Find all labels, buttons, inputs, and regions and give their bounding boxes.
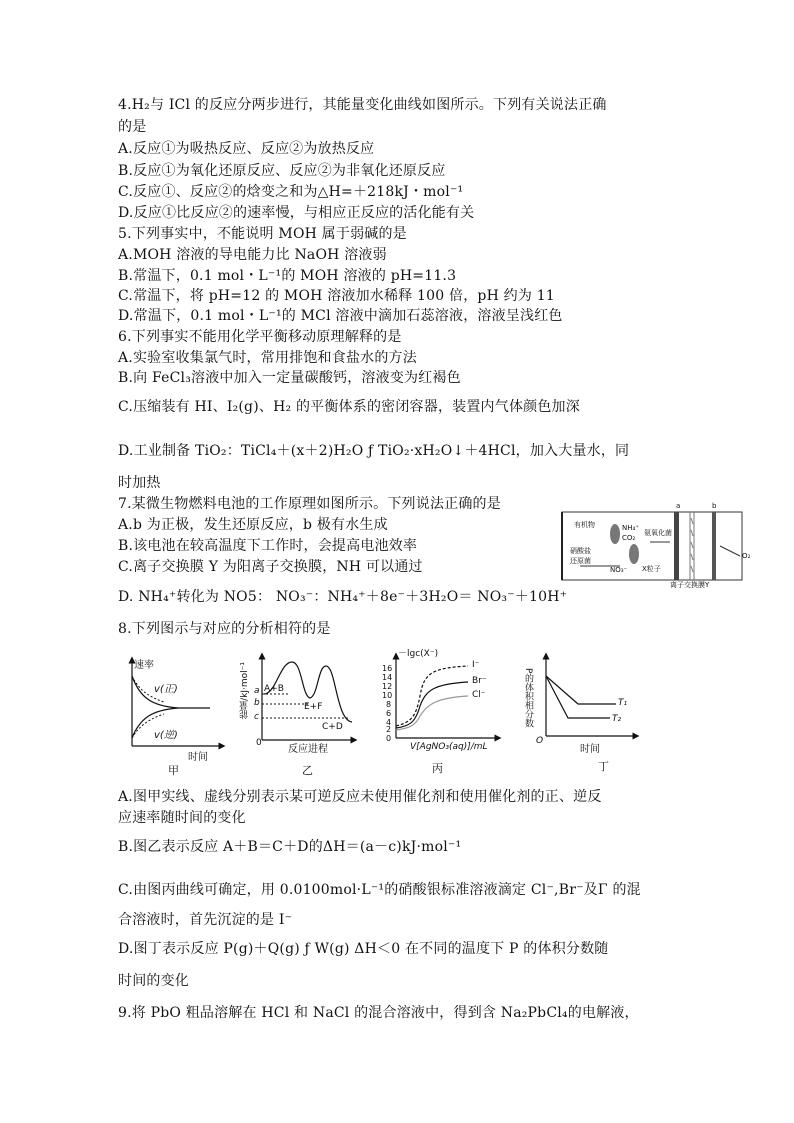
q5-option-d: D.常温下，0.1 mol・L⁻¹的 MCl 溶液中滴加石蕊溶液，溶液呈浅红色 xyxy=(118,308,563,324)
q8-option-b: B.图乙表示反应 A＋B＝C＋D的ΔH＝(a－c)kJ·mol⁻¹ xyxy=(118,839,462,855)
bing-caption: 丙 xyxy=(432,762,443,775)
cell-label-organic: 有机物 xyxy=(574,521,595,529)
ding-origin: O xyxy=(536,736,544,746)
yi-label-a: a xyxy=(254,686,260,696)
bing-i-label: I⁻ xyxy=(472,660,480,670)
bing-ylabel: －lgc(X⁻) xyxy=(398,649,439,659)
q8-option-d-cont: 时间的变化 xyxy=(118,973,189,989)
q4-stem: 4.H₂与 ICl 的反应分两步进行，其能量变化曲线如图所示。下列有关说法正确 xyxy=(118,97,607,113)
bing-tick-4: 4 xyxy=(386,718,392,727)
q6-option-c: C.压缩装有 HI、I₂(g)、H₂ 的平衡体系的密闭容器，装置内气体颜色加深 xyxy=(118,399,580,415)
q4-option-a: A.反应①为吸热反应、反应②为放热反应 xyxy=(118,141,375,157)
jia-xlabel: 时间 xyxy=(188,752,208,763)
q6-option-a: A.实验室收集氯气时，常用排饱和食盐水的方法 xyxy=(118,350,417,366)
cell-label-no3: NO₃⁻ xyxy=(610,566,628,574)
q8-option-d: D.图丁表示反应 P(g)＋Q(g) ƒ W(g) ΔH＜0 在不同的温度下 P 的体积分数随 xyxy=(118,941,609,957)
q7-option-c: C.离子交换膜 Y 为阳离子交换膜，NH 可以通过 xyxy=(118,559,423,575)
yi-caption: 乙 xyxy=(302,764,313,777)
yi-origin: 0 xyxy=(256,738,262,748)
yi-xlabel: 反应进程 xyxy=(288,744,328,755)
graph-yi xyxy=(240,652,360,776)
bing-tick-2: 2 xyxy=(386,725,392,734)
cell-label-ammonia-ox: 氨氧化菌 xyxy=(644,529,672,537)
q8-option-a-cont: 应速率随时间的变化 xyxy=(118,810,246,826)
bing-tick-8: 8 xyxy=(386,700,392,709)
jia-v-reverse: v(逆) xyxy=(154,730,178,741)
bing-tick-12: 12 xyxy=(382,682,393,691)
q7-option-d: D. NH₄⁺转化为 NO5： NO₃⁻：NH₄⁺＋8e⁻＋3H₂O＝ NO₃⁻＋10H⁺ xyxy=(118,589,568,605)
jia-v-forward: v(正) xyxy=(154,684,178,695)
q6-stem: 6.下列事实不能用化学平衡移动原理解释的是 xyxy=(118,329,402,345)
q7-stem: 7.某微生物燃料电池的工作原理如图所示。下列说法正确的是 xyxy=(118,496,501,512)
ding-xlabel: 时间 xyxy=(580,744,600,755)
cell-label-membrane: 离子交换膜Y xyxy=(670,581,710,589)
yi-label-ab: A+B xyxy=(264,684,284,694)
yi-label-c: c xyxy=(254,712,259,722)
graph-ding xyxy=(520,652,640,776)
cell-label-o2: O₂ xyxy=(742,552,751,560)
q8-option-c-cont: 合溶液时，首先沉淀的是 I⁻ xyxy=(118,912,293,928)
bing-xlabel: V[AgNO₃(aq)]/mL xyxy=(410,742,488,752)
q5-stem: 5.下列事实中，不能说明 MOH 属于弱碱的是 xyxy=(118,226,407,242)
bing-tick-16: 16 xyxy=(382,664,393,673)
q4-option-d: D.反应①比反应②的速率慢，与相应正反应的活化能有关 xyxy=(118,205,475,221)
yi-ylabel: 能量/kJ·mol⁻¹ xyxy=(240,662,250,719)
cell-label-denitrify: 硝酸盐 xyxy=(570,547,591,555)
q6-option-d-cont: 时加热 xyxy=(118,475,161,491)
cell-label-x-particle: X粒子 xyxy=(642,565,661,573)
q7-option-b: B.该电池在较高温度下工作时，会提高电池效率 xyxy=(118,538,418,554)
ding-ylabel: P的体积相分数 xyxy=(523,668,533,728)
bing-tick-0: 0 xyxy=(386,734,392,743)
q4-option-b: B.反应①为氧化还原反应、反应②为非氧化还原反应 xyxy=(118,163,446,179)
bing-br-label: Br⁻ xyxy=(472,676,487,686)
ding-t1: T₁ xyxy=(618,698,628,708)
yi-label-cd: C+D xyxy=(322,722,343,732)
bing-tick-6: 6 xyxy=(386,709,392,718)
q4-option-c: C.反应①、反应②的焓变之和为△H=＋218kJ・mol⁻¹ xyxy=(118,184,464,200)
cell-label-co2: CO₂ xyxy=(622,534,636,542)
jia-caption: 甲 xyxy=(168,764,179,777)
cell-label-b: b xyxy=(712,502,717,510)
graph-bing xyxy=(372,646,504,776)
q4-stem-cont: 的是 xyxy=(118,119,147,135)
q5-option-b: B.常温下，0.1 mol・L⁻¹的 MOH 溶液的 pH=11.3 xyxy=(118,268,457,284)
bing-cl-label: Cl⁻ xyxy=(472,690,486,700)
q8-option-a: A.图甲实线、虚线分别表示某可逆反应未使用催化剂和使用催化剂的正、逆反 xyxy=(118,789,602,805)
q8-option-c: C.由图丙曲线可确定，用 0.0100mol·L⁻¹的硝酸银标准溶液滴定 Cl⁻,Br⁻及Γ 的混 xyxy=(118,882,641,898)
q8-stem: 8.下列图示与对应的分析相符的是 xyxy=(118,621,331,637)
bing-tick-10: 10 xyxy=(382,691,393,700)
q5-option-c: C.常温下，将 pH=12 的 MOH 溶液加水稀释 100 倍，pH 约为 11 xyxy=(118,288,555,304)
jia-ylabel: 速率 xyxy=(134,660,154,671)
q5-option-a: A.MOH 溶液的导电能力比 NaOH 溶液弱 xyxy=(118,247,387,263)
bing-tick-14: 14 xyxy=(382,673,393,682)
yi-label-b: b xyxy=(254,698,260,708)
cell-label-nh4: NH₄⁺ xyxy=(622,524,640,532)
yi-label-ef: E+F xyxy=(304,702,323,712)
ding-caption: 丁 xyxy=(598,760,609,773)
fuel-cell-figure xyxy=(560,502,755,590)
q6-option-b: B.向 FeCl₃溶液中加入一定量碳酸钙，溶液变为红褐色 xyxy=(118,370,461,386)
cell-label-a: a xyxy=(676,502,681,510)
q7-option-a: A.b 为正极，发生还原反应，b 极有水生成 xyxy=(118,517,388,533)
graph-jia xyxy=(118,652,228,777)
q9-stem: 9.将 PbO 粗品溶解在 HCl 和 NaCl 的混合溶液中，得到含 Na₂PbCl₄的电解液， xyxy=(118,1005,639,1021)
cell-label-reduce-bacteria: 还原菌 xyxy=(570,557,591,565)
q6-option-d: D.工业制备 TiO₂：TiCl₄＋(x＋2)H₂O ƒ TiO₂·xH₂O↓＋4HCl，加入大量水，同 xyxy=(118,443,630,459)
ding-t2: T₂ xyxy=(612,714,622,724)
